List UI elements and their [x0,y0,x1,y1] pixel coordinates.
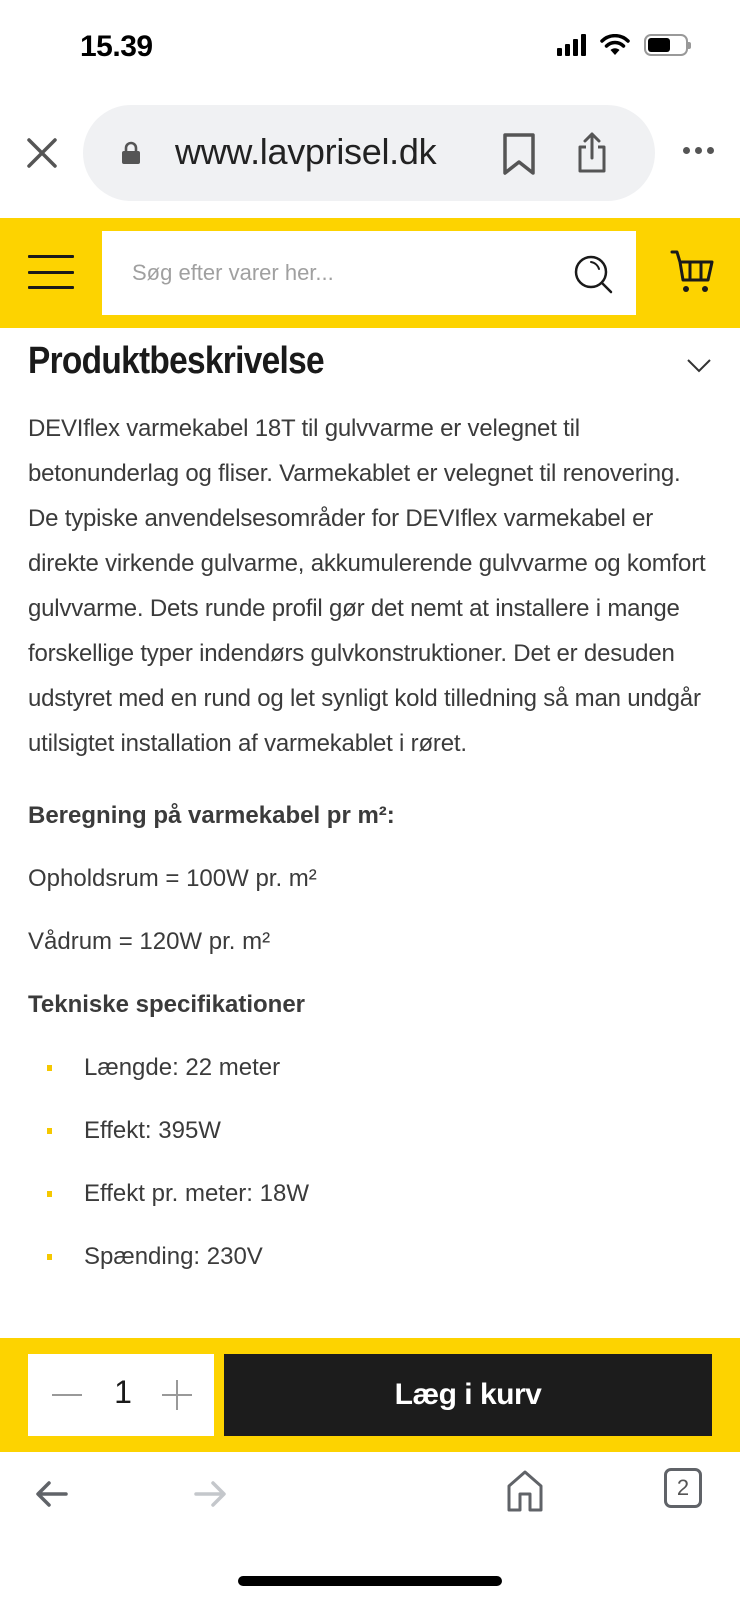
status-bar [0,0,740,100]
section-header[interactable] [28,330,712,406]
forward-arrow-icon[interactable] [192,1476,228,1512]
calculation-line: Opholdsrum = 100W pr. m² [28,865,317,892]
url-text[interactable]: www.lavprisel.dk [175,131,437,172]
spec-item [28,1178,712,1210]
add-to-cart-bar [0,1338,740,1452]
bullet-icon [47,1065,52,1071]
spec-text: Spænding: 230V [84,1243,263,1270]
site-header [0,218,740,328]
search-input[interactable] [132,231,552,315]
description-text: DEVIflex varmekabel 18T til gulvvarme er velegnet til betonunderlag og fliser. Varmekablet er velegnet til renovering. De typiske anvendelsesområder for DEVIflex varmekabel er direkte virkende gulvarme, akkumulerende gulvvarme og komfort gulvvarme. Dets runde profil gør det nemt at installere i mange forskellige typer indendørs gulvkonstruktioner. Det er desuden udstyret med en rund og let synligt kold tilledning så man undgår utilsigtet installation af varmekablet i røret. [28,415,706,757]
quantity-value[interactable]: 1 [114,1374,132,1410]
calculation-heading: Beregning på varmekabel pr m²: [28,802,395,829]
bullet-icon [47,1254,52,1260]
status-icons [557,34,688,56]
close-icon[interactable] [24,135,60,171]
add-to-cart-button[interactable]: Læg i kurv [224,1354,712,1436]
spec-item [28,1052,712,1084]
browser-bottom-nav [0,1452,740,1542]
search-box [102,231,636,315]
product-description-section [28,330,712,1304]
spec-item [28,1115,712,1147]
quantity-stepper [28,1354,214,1436]
more-options-icon[interactable] [683,147,714,154]
specifications-list [28,1052,712,1273]
specifications-heading: Tekniske specifikationer [28,991,306,1018]
spec-text: Effekt pr. meter: 18W [84,1180,309,1207]
cellular-signal-icon [557,34,586,56]
lock-icon [121,141,141,165]
status-time: 15.39 [80,30,153,63]
search-icon[interactable] [572,253,614,295]
share-icon[interactable] [575,130,609,174]
battery-icon [644,34,688,56]
shopping-cart-icon[interactable] [670,248,716,294]
section-title: Produktbeskrivelse [28,340,324,382]
spec-item [28,1241,712,1273]
minus-icon[interactable] [52,1394,82,1396]
chevron-down-icon[interactable] [686,358,712,374]
hamburger-menu-icon[interactable] [28,255,74,289]
browser-toolbar [0,103,740,203]
address-bar[interactable] [83,105,655,201]
bullet-icon [47,1191,52,1197]
plus-icon[interactable] [162,1380,192,1410]
calculation-line: Vådrum = 120W pr. m² [28,928,271,955]
wifi-icon [600,34,630,56]
spec-text: Effekt: 395W [84,1117,221,1144]
tabs-button[interactable]: 2 [664,1468,702,1508]
home-indicator[interactable] [238,1576,502,1586]
bullet-icon [47,1128,52,1134]
home-icon[interactable] [506,1470,544,1512]
spec-text: Længde: 22 meter [84,1054,281,1081]
back-arrow-icon[interactable] [34,1476,70,1512]
bookmark-icon[interactable] [501,132,537,176]
